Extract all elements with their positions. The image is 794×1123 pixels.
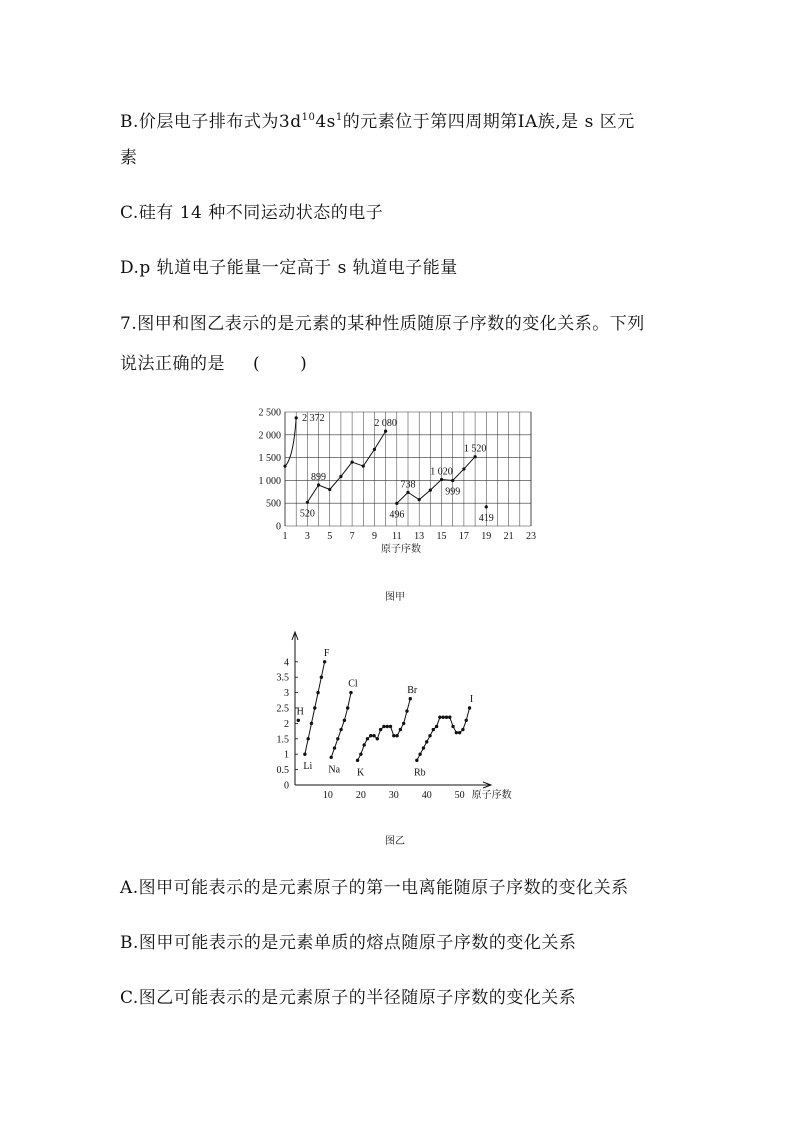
answer-paren-open: ( — [253, 354, 261, 374]
x-tick-label: 13 — [414, 531, 425, 542]
x-axis-title: 原子序数 — [471, 790, 512, 801]
data-point — [405, 709, 408, 712]
data-label: 520 — [299, 508, 315, 520]
data-point — [402, 722, 405, 725]
data-point — [458, 731, 461, 734]
element-label: H — [296, 706, 304, 718]
data-point — [297, 719, 300, 722]
data-point — [320, 676, 323, 679]
data-point — [343, 719, 346, 722]
data-point — [395, 734, 398, 737]
x-tick-label: 50 — [454, 790, 465, 801]
element-label: Br — [407, 684, 418, 696]
data-point — [465, 719, 468, 722]
x-tick-label: 19 — [481, 531, 492, 542]
data-point — [435, 725, 438, 728]
q6-option-c: C.硅有 14 种不同运动状态的电子 — [120, 203, 384, 223]
y-tick-label: 1 — [284, 749, 289, 761]
element-label: I — [469, 694, 474, 705]
data-point — [310, 722, 313, 725]
x-tick-label: 10 — [322, 790, 333, 801]
x-tick-label: 20 — [355, 790, 366, 801]
data-point — [369, 734, 372, 737]
element-label: F — [323, 647, 330, 659]
data-point — [445, 716, 448, 719]
data-point — [366, 737, 369, 740]
x-tick-label: 17 — [458, 531, 469, 542]
q7-stem-line1: 7.图甲和图乙表示的是元素的某种性质随原子序数的变化关系。下列 — [120, 314, 645, 334]
element-label: Na — [328, 764, 341, 776]
data-point — [386, 725, 389, 728]
y-tick-label: 0 — [284, 780, 289, 792]
data-point — [306, 737, 309, 740]
element-label: Rb — [414, 767, 426, 779]
q7-stem-text: 说法正确的是 — [120, 354, 225, 374]
y-tick-label: 3.5 — [276, 672, 289, 684]
data-point — [379, 728, 382, 731]
y-tick-label: 1.5 — [276, 734, 289, 746]
data-label: 899 — [311, 472, 327, 484]
data-point — [438, 716, 441, 719]
data-point — [356, 759, 359, 762]
element-label: Li — [303, 761, 313, 773]
q6-option-b-line2: 素 — [120, 148, 138, 168]
q6-option-b-sup2: 1 — [335, 112, 343, 123]
data-point — [372, 734, 375, 737]
x-tick-label: 9 — [371, 531, 377, 542]
data-point — [448, 716, 451, 719]
data-point — [468, 706, 471, 709]
y-tick-label: 2.5 — [276, 703, 289, 715]
data-point — [323, 660, 326, 663]
data-point — [461, 728, 464, 731]
x-tick-label: 5 — [327, 531, 333, 542]
data-point — [392, 734, 395, 737]
data-point — [425, 740, 428, 743]
x-axis-title: 原子序数 — [381, 544, 421, 555]
q6-option-b-pre: B.价层电子排布式为3d — [120, 112, 302, 132]
data-point — [451, 725, 454, 728]
x-tick-label: 40 — [421, 790, 432, 801]
data-label: 419 — [478, 512, 494, 524]
x-tick-label: 3 — [304, 531, 310, 542]
chart-yi-caption: 图乙 — [385, 836, 405, 847]
y-tick-label: 2 000 — [258, 430, 281, 442]
data-label: 1 020 — [430, 466, 453, 478]
x-tick-label: 23 — [526, 531, 536, 542]
y-tick-label: 0.5 — [276, 765, 289, 777]
data-label: 2 080 — [374, 418, 397, 430]
data-point — [303, 753, 306, 756]
q6-option-b-mid: 4s — [315, 112, 336, 132]
y-tick-label: 1 000 — [258, 475, 281, 487]
data-point — [399, 728, 402, 731]
x-tick-label: 11 — [391, 531, 402, 542]
y-tick-label: 500 — [266, 498, 281, 510]
y-tick-label: 2 — [284, 718, 289, 730]
data-point — [316, 691, 319, 694]
data-point — [418, 753, 421, 756]
element-label: K — [356, 767, 365, 779]
series-line — [358, 699, 411, 761]
q7-option-c: C.图乙可能表示的是元素原子的半径随原子序数的变化关系 — [120, 988, 577, 1008]
y-tick-label: 1 500 — [258, 453, 281, 465]
data-point — [362, 743, 365, 746]
q6-option-b-post: 的元素位于第四周期第ⅠA族,是 s 区元 — [342, 112, 635, 132]
data-point — [415, 759, 418, 762]
x-tick-label: 1 — [282, 531, 288, 542]
q7-option-a: A.图甲可能表示的是元素原子的第一电离能随原子序数的变化关系 — [120, 878, 629, 898]
q6-option-d: D.p 轨道电子能量一定高于 s 轨道电子能量 — [120, 258, 458, 278]
y-tick-label: 4 — [284, 657, 289, 669]
data-point — [389, 725, 392, 728]
data-point — [428, 734, 431, 737]
data-label: 496 — [389, 509, 405, 521]
answer-paren-close: ) — [300, 354, 308, 374]
y-tick-label: 2 500 — [258, 407, 281, 419]
data-point — [422, 746, 425, 749]
data-point — [339, 728, 342, 731]
x-tick-label: 30 — [388, 790, 399, 801]
x-tick-label: 15 — [436, 531, 447, 542]
data-label: 999 — [445, 486, 461, 498]
q6-option-b-sup1: 10 — [301, 112, 316, 123]
x-tick-label: 21 — [503, 531, 514, 542]
data-point — [313, 706, 316, 709]
data-point — [432, 728, 435, 731]
data-point — [330, 756, 333, 759]
data-point — [333, 746, 336, 749]
data-point — [346, 706, 349, 709]
data-point — [382, 725, 385, 728]
data-label: 2 372 — [302, 412, 325, 424]
x-tick-label: 7 — [349, 531, 355, 542]
q7-option-b: B.图甲可能表示的是元素单质的熔点随原子序数的变化关系 — [120, 933, 577, 953]
data-point — [359, 753, 362, 756]
y-tick-label: 0 — [276, 521, 281, 533]
data-point — [409, 697, 412, 700]
chart-jia-caption: 图甲 — [385, 592, 405, 603]
data-point — [455, 731, 458, 734]
data-label: 738 — [400, 479, 416, 491]
y-tick-label: 3 — [284, 688, 289, 700]
data-point — [441, 716, 444, 719]
data-point — [349, 691, 352, 694]
data-label: 1 520 — [463, 443, 487, 455]
element-label: Cl — [348, 678, 358, 690]
data-point — [376, 737, 379, 740]
data-point — [336, 737, 339, 740]
